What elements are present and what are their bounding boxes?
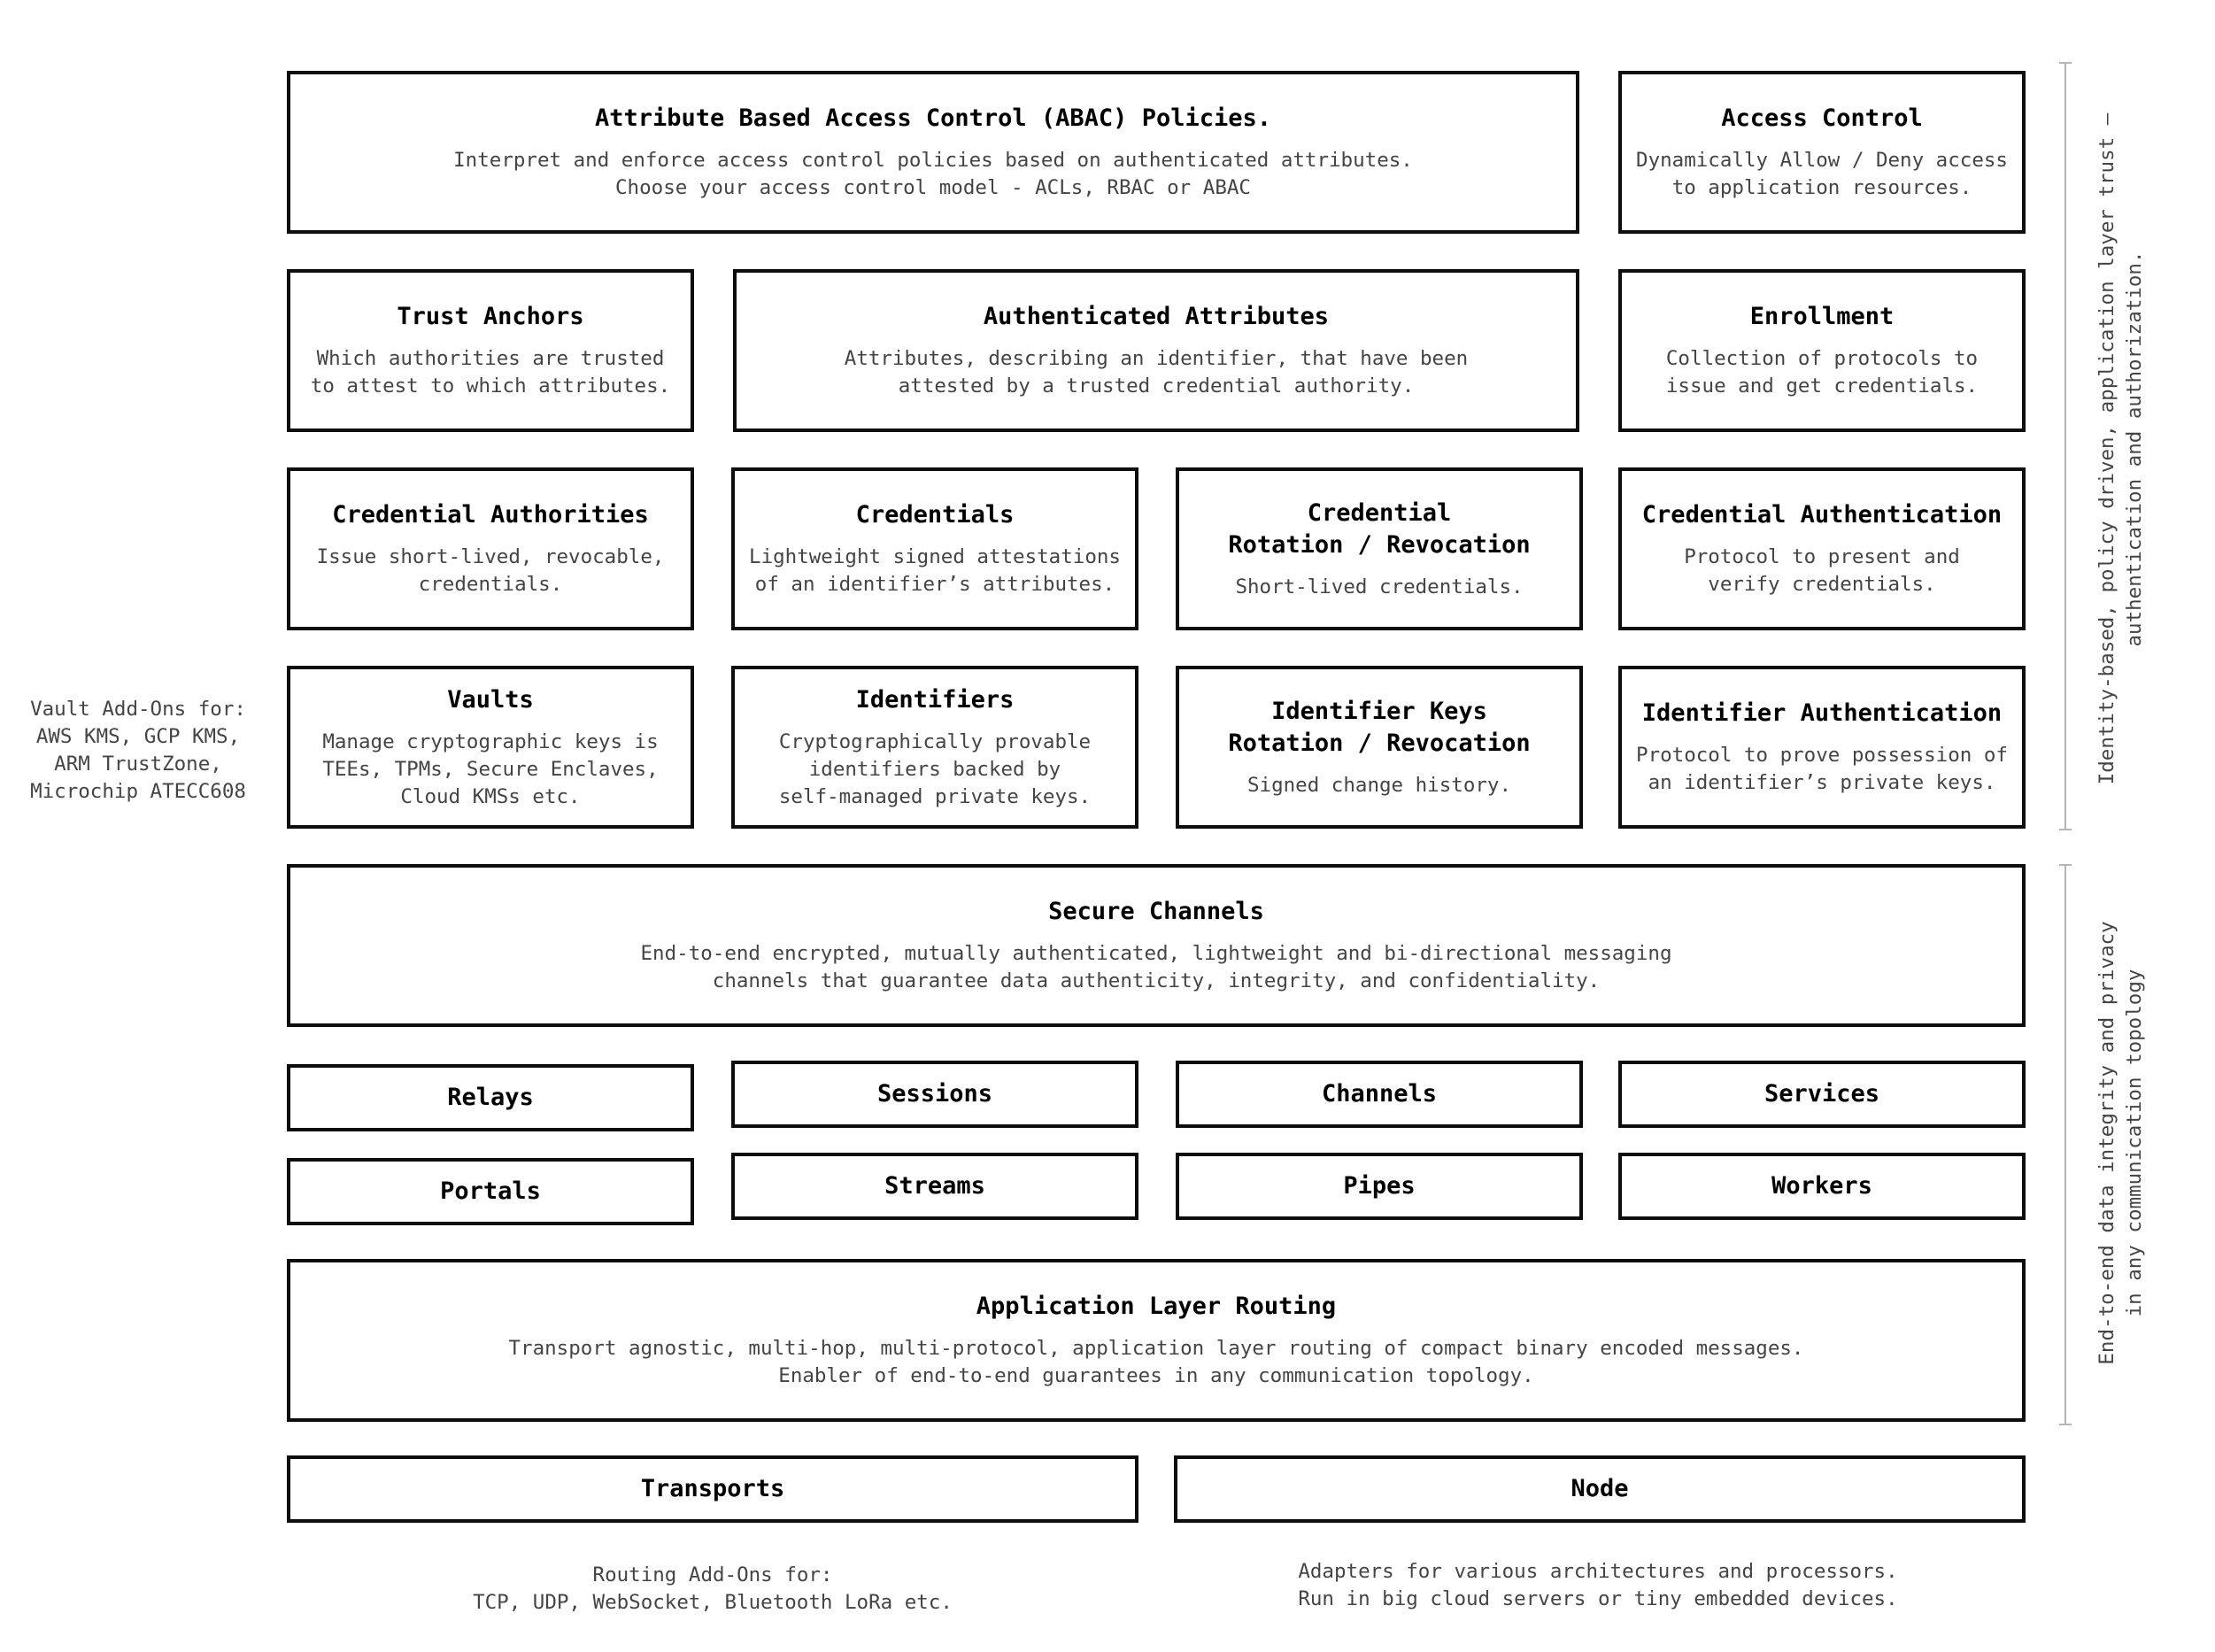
portals-title: Portals — [440, 1177, 541, 1205]
portals-box — [287, 1158, 694, 1225]
vaults-box — [287, 666, 694, 829]
vaults-desc: Manage cryptographic keys is TEEs, TPMs, Secure Enclaves, Cloud KMSs etc. — [322, 730, 659, 808]
access-control-box — [1618, 71, 2026, 234]
trust-anchors-box — [287, 269, 694, 432]
credential-rotation-box — [1176, 467, 1583, 630]
identifiers-desc: Cryptographically provable identifiers backed by self-managed private keys. — [778, 730, 1092, 808]
secure-channels-box — [287, 864, 2026, 1027]
sessions-title: Sessions — [876, 1080, 993, 1108]
transports-box — [287, 1455, 1138, 1523]
access-control-title: Access Control — [1721, 104, 1923, 132]
credential-authentication-desc: Protocol to present and verify credentials. — [1684, 545, 1960, 596]
lower-side-bracket — [2065, 864, 2066, 1425]
app-layer-routing-title: Application Layer Routing — [976, 1293, 1337, 1320]
pipes-title: Pipes — [1343, 1172, 1416, 1200]
identifiers-box — [731, 666, 1138, 829]
vault-addons-note: Vault Add-Ons for: AWS KMS, GCP KMS, ARM TrustZone, Microchip ATECC608 — [30, 698, 246, 803]
enrollment-box — [1618, 269, 2026, 432]
node-title: Node — [1571, 1475, 1629, 1502]
node-box — [1174, 1455, 2026, 1523]
credential-rotation-desc: Short-lived credentials. — [1235, 575, 1524, 598]
upper-side-label: Identity-based, policy driven, application layer trust – authentication and authorization. — [2095, 112, 2146, 785]
identifier-authentication-box — [1618, 666, 2026, 829]
identifiers-title: Identifiers — [855, 685, 1015, 714]
identifier-authentication-desc: Protocol to prove possession of an identifier’s private keys. — [1636, 744, 2008, 794]
credential-rotation-title: Credential Rotation / Revocation — [1228, 498, 1531, 559]
relays-title: Relays — [447, 1084, 534, 1111]
trust-anchors-desc: Which authorities are trusted to attest to which attributes. — [310, 347, 671, 398]
sessions-box — [731, 1061, 1138, 1128]
credentials-box — [731, 467, 1138, 630]
transports-title: Transports — [640, 1475, 785, 1502]
abac-policies-title: Attribute Based Access Control (ABAC) Policies. — [594, 104, 1271, 132]
abac-policies-box — [287, 71, 1579, 234]
routing-addons-note: Routing Add-Ons for: TCP, UDP, WebSocket, Bluetooth LoRa etc. — [473, 1563, 953, 1614]
identifier-keys-rotation-desc: Signed change history. — [1246, 773, 1511, 797]
credentials-desc: Lightweight signed attestations of an identifier’s attributes. — [749, 545, 1121, 596]
credential-authorities-desc: Issue short-lived, revocable, credentials. — [316, 545, 665, 596]
pipes-box — [1176, 1153, 1583, 1220]
identifier-keys-rotation-title: Identifier Keys Rotation / Revocation — [1228, 697, 1531, 757]
workers-box — [1618, 1153, 2026, 1220]
workers-title: Workers — [1771, 1172, 1872, 1200]
lower-side-label: End-to-end data integrity and privacy in any communication topology — [2095, 921, 2146, 1365]
identifier-authentication-title: Identifier Authentication — [1641, 699, 2003, 727]
access-control-desc: Dynamically Allow / Deny access to application resources. — [1636, 149, 2008, 199]
adapters-note: Adapters for various architectures and processors. Run in big cloud servers or tiny embedded devices. — [1298, 1560, 1898, 1610]
credential-authentication-box — [1618, 467, 2026, 630]
relays-box — [287, 1064, 694, 1131]
streams-title: Streams — [884, 1172, 985, 1200]
vaults-title: Vaults — [447, 685, 534, 714]
secure-channels-desc: End-to-end encrypted, mutually authenticated, lightweight and bi-directional messaging channels that guarantee data authenticity, integrity, and confidentiality. — [640, 942, 1672, 992]
identifier-keys-rotation-box — [1176, 666, 1583, 829]
trust-anchors-title: Trust Anchors — [397, 303, 584, 330]
enrollment-title: Enrollment — [1749, 303, 1895, 330]
credential-authorities-box — [287, 467, 694, 630]
upper-side-bracket — [2065, 62, 2066, 830]
services-title: Services — [1764, 1080, 1880, 1108]
abac-policies-desc: Interpret and enforce access control policies based on authenticated attributes. Choose your access control model - ACLs, RBAC or ABAC — [453, 149, 1413, 199]
credential-authorities-title: Credential Authorities — [332, 501, 649, 529]
enrollment-desc: Collection of protocols to issue and get credentials. — [1665, 347, 1979, 398]
authenticated-attributes-title: Authenticated Attributes — [983, 303, 1330, 330]
channels-box — [1176, 1061, 1583, 1128]
credentials-title: Credentials — [855, 501, 1015, 529]
channels-title: Channels — [1321, 1080, 1438, 1108]
streams-box — [731, 1153, 1138, 1220]
authenticated-attributes-box — [733, 269, 1579, 432]
app-layer-routing-box — [287, 1259, 2026, 1422]
app-layer-routing-desc: Transport agnostic, multi-hop, multi-protocol, application layer routing of compact binary encoded messages. Enabler of end-to-end guarantees in any communication topology. — [508, 1337, 1804, 1387]
secure-channels-title: Secure Channels — [1048, 898, 1264, 925]
authenticated-attributes-desc: Attributes, describing an identifier, that have been attested by a trusted credential authority. — [844, 347, 1469, 398]
credential-authentication-title: Credential Authentication — [1641, 501, 2003, 529]
services-box — [1618, 1061, 2026, 1128]
